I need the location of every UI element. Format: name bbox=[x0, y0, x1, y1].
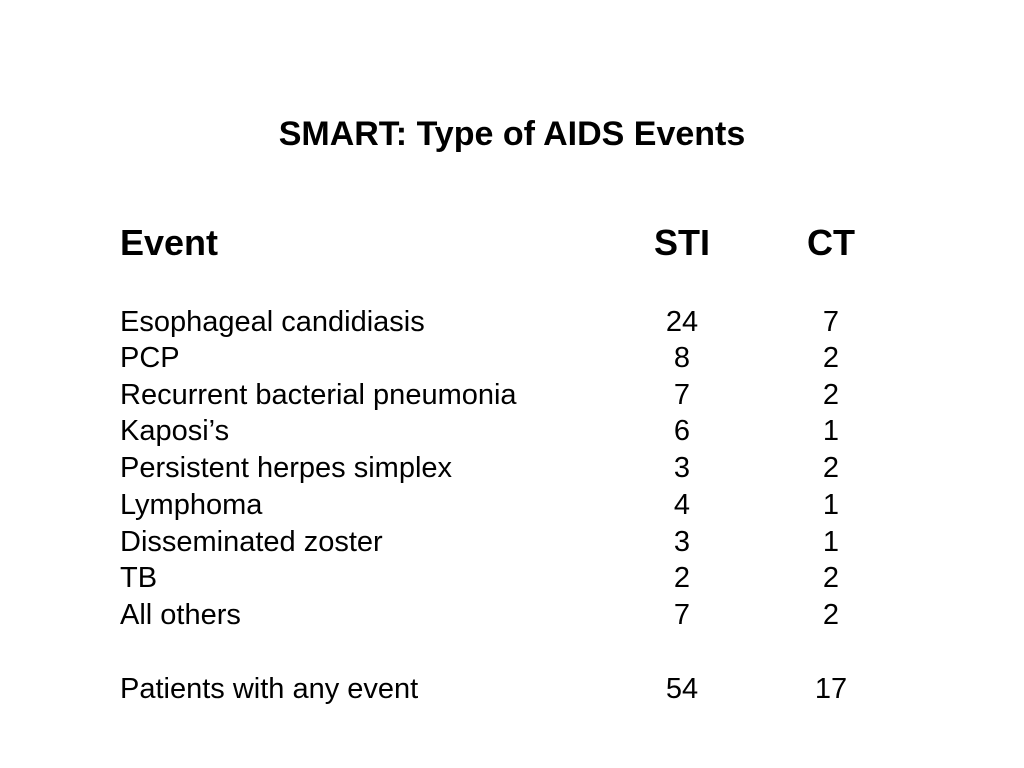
event-name: Recurrent bacterial pneumonia bbox=[120, 379, 517, 411]
ct-count: 7 bbox=[822, 306, 840, 338]
table-row bbox=[120, 597, 900, 633]
slide-title: SMART: Type of AIDS Events bbox=[278, 115, 746, 153]
sti-count: 3 bbox=[673, 452, 691, 484]
ct-count: 2 bbox=[822, 379, 840, 411]
total-label: Patients with any event bbox=[120, 673, 419, 705]
table-row bbox=[120, 487, 900, 523]
ct-count: 1 bbox=[822, 489, 840, 521]
table-header-row bbox=[120, 220, 900, 266]
table-row bbox=[120, 304, 900, 340]
sti-count: 6 bbox=[673, 415, 691, 447]
sti-count: 2 bbox=[673, 562, 691, 594]
event-name: Persistent herpes simplex bbox=[120, 452, 453, 484]
ct-count: 1 bbox=[822, 415, 840, 447]
sti-count: 8 bbox=[673, 342, 691, 374]
event-name: Lymphoma bbox=[120, 489, 263, 521]
header-sti: STI bbox=[653, 222, 710, 263]
total-sti: 54 bbox=[665, 673, 699, 705]
table-total-row bbox=[120, 671, 900, 707]
table-row bbox=[120, 450, 900, 486]
ct-count: 2 bbox=[822, 452, 840, 484]
total-ct: 17 bbox=[814, 673, 848, 705]
sti-count: 4 bbox=[673, 489, 691, 521]
table-row bbox=[120, 340, 900, 376]
sti-count: 24 bbox=[665, 306, 699, 338]
event-name: Esophageal candidiasis bbox=[120, 306, 425, 338]
event-name: Disseminated zoster bbox=[120, 526, 383, 558]
event-name: TB bbox=[120, 562, 158, 594]
ct-count: 2 bbox=[822, 599, 840, 631]
aids-events-table bbox=[120, 0, 900, 768]
event-name: PCP bbox=[120, 342, 180, 374]
ct-count: 1 bbox=[822, 526, 840, 558]
event-name: Kaposi’s bbox=[120, 415, 230, 447]
ct-count: 2 bbox=[822, 342, 840, 374]
event-name: All others bbox=[120, 599, 241, 631]
header-event: Event bbox=[120, 222, 219, 263]
table-row bbox=[120, 377, 900, 413]
table-row bbox=[120, 413, 900, 449]
sti-count: 3 bbox=[673, 526, 691, 558]
header-ct: CT bbox=[807, 222, 855, 263]
ct-count: 2 bbox=[822, 562, 840, 594]
table-row bbox=[120, 524, 900, 560]
sti-count: 7 bbox=[673, 379, 691, 411]
sti-count: 7 bbox=[673, 599, 691, 631]
table-row bbox=[120, 560, 900, 596]
